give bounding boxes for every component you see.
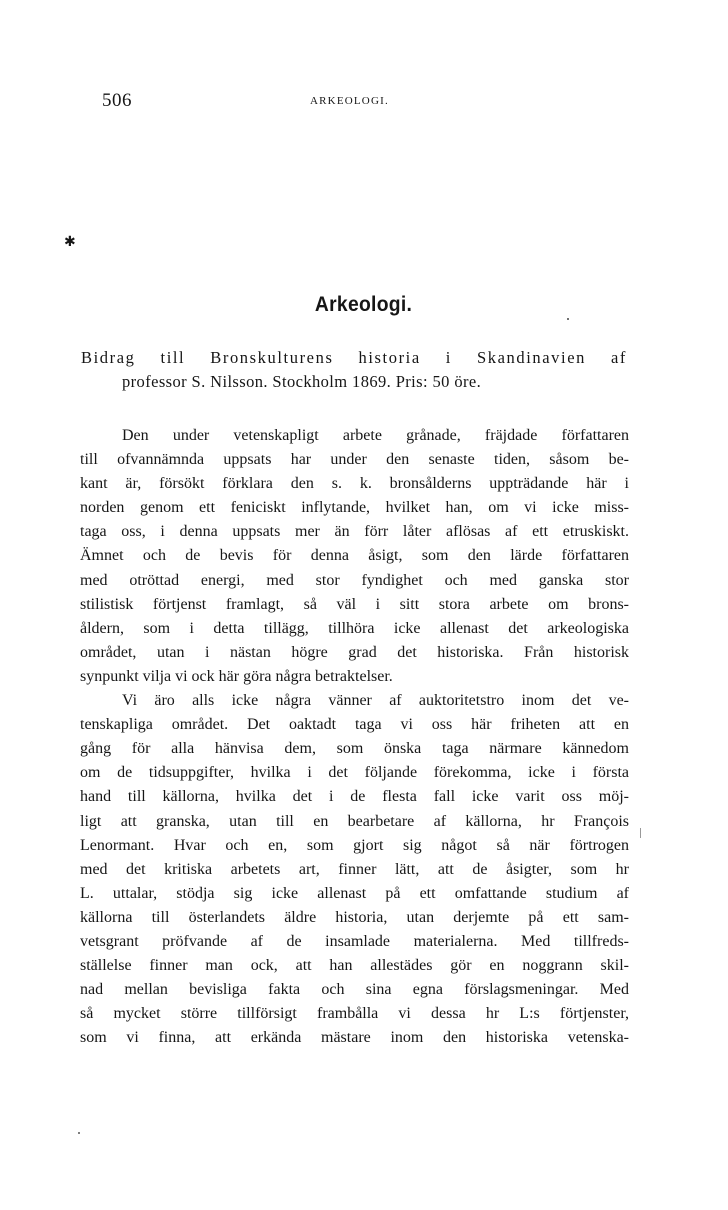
text-line: Den under vetenskapligt arbete grånade, fräjdade författaren — [122, 427, 629, 444]
text-line: källorna till österlandets äldre historia, utan derjemte på ett sam- — [80, 908, 629, 926]
bibliography-line: Bidrag till Bronskulturens historia i Skandinavien af — [81, 348, 627, 367]
page-number: 506 — [102, 90, 132, 111]
asterisk-mark: ✱ — [64, 235, 76, 250]
text-line: stilistisk förtjenst framlagt, så väl i sitt stora arbete om brons- — [80, 595, 629, 613]
text-line: till ofvannämnda uppsats har under den senaste tiden, såsom be- — [80, 451, 629, 469]
text-line: taga oss, i denna uppsats mer än förr låter aflösas af ett etruskiskt. — [80, 523, 629, 541]
ink-speck — [78, 1132, 80, 1134]
text-line: vetsgrant pröfvande af de insamlade materialerna. Med tillfreds- — [80, 932, 629, 950]
text-line: området, utan i nästan högre grad det historiska. Från historisk — [80, 643, 629, 661]
text-line: tenskapliga området. Det oaktadt taga vi oss här friheten att en — [80, 716, 629, 734]
text-line: gång för alla hänvisa dem, som önska taga närmare kännedom — [80, 740, 629, 758]
text-line: norden genom ett feniciskt inflytande, hvilket han, om vi icke miss- — [80, 499, 629, 517]
running-head — [102, 90, 662, 112]
ink-speck — [640, 828, 641, 838]
section-title: Arkeologi. — [314, 293, 413, 316]
text-line: Lenormant. Hvar och en, som gjort sig något så när förtrogen — [80, 836, 629, 854]
text-line: om de tidsuppgifter, hvilka i det följande förekomma, icke i första — [80, 764, 629, 782]
running-title: ARKEOLOGI. — [310, 95, 389, 107]
text-line: nad mellan bevisliga fakta och sina egna förslagsmeningar. Med — [80, 981, 629, 999]
text-line: Ämnet och de bevis för denna åsigt, som den lärde författaren — [80, 547, 629, 565]
text-line: med otröttad energi, med stor fyndighet och med ganska stor — [80, 571, 629, 589]
text-line: hand till källorna, hvilka det i de flesta fall icke varit oss möj- — [80, 788, 629, 806]
bibliography-line: professor S. Nilsson. Stockholm 1869. Pris: 50 öre. — [122, 372, 482, 391]
text-line: synpunkt vilja vi ock här göra några betraktelser. — [80, 667, 393, 685]
body-text — [80, 424, 629, 1050]
text-line: som vi finna, att erkända mästare inom den historiska vetenska- — [80, 1029, 629, 1047]
text-line: åldern, som i detta tillägg, tillhöra icke allenast det arkeologiska — [80, 619, 629, 637]
text-line: ställelse finner man ock, att han allestädes gör en noggrann skil- — [80, 957, 629, 975]
text-line: Vi äro alls icke några vänner af auktoritetstro inom det ve- — [122, 692, 629, 710]
text-line: kant är, försökt förklara den s. k. bronsålderns uppträdande här i — [80, 475, 629, 493]
bibliographic-entry — [81, 346, 627, 394]
ink-speck — [567, 318, 569, 320]
text-line: så mycket större tillförsigt frambålla vi dessa hr L:s förtjenster, — [80, 1005, 629, 1023]
text-line: L. uttalar, stödja sig icke allenast på ett omfattande studium af — [80, 884, 629, 902]
text-line: ligt att granska, utan till en bearbetare af källorna, hr François — [80, 812, 629, 830]
text-line: med det kritiska arbetets art, finner lätt, att de åsigter, som hr — [80, 860, 629, 878]
